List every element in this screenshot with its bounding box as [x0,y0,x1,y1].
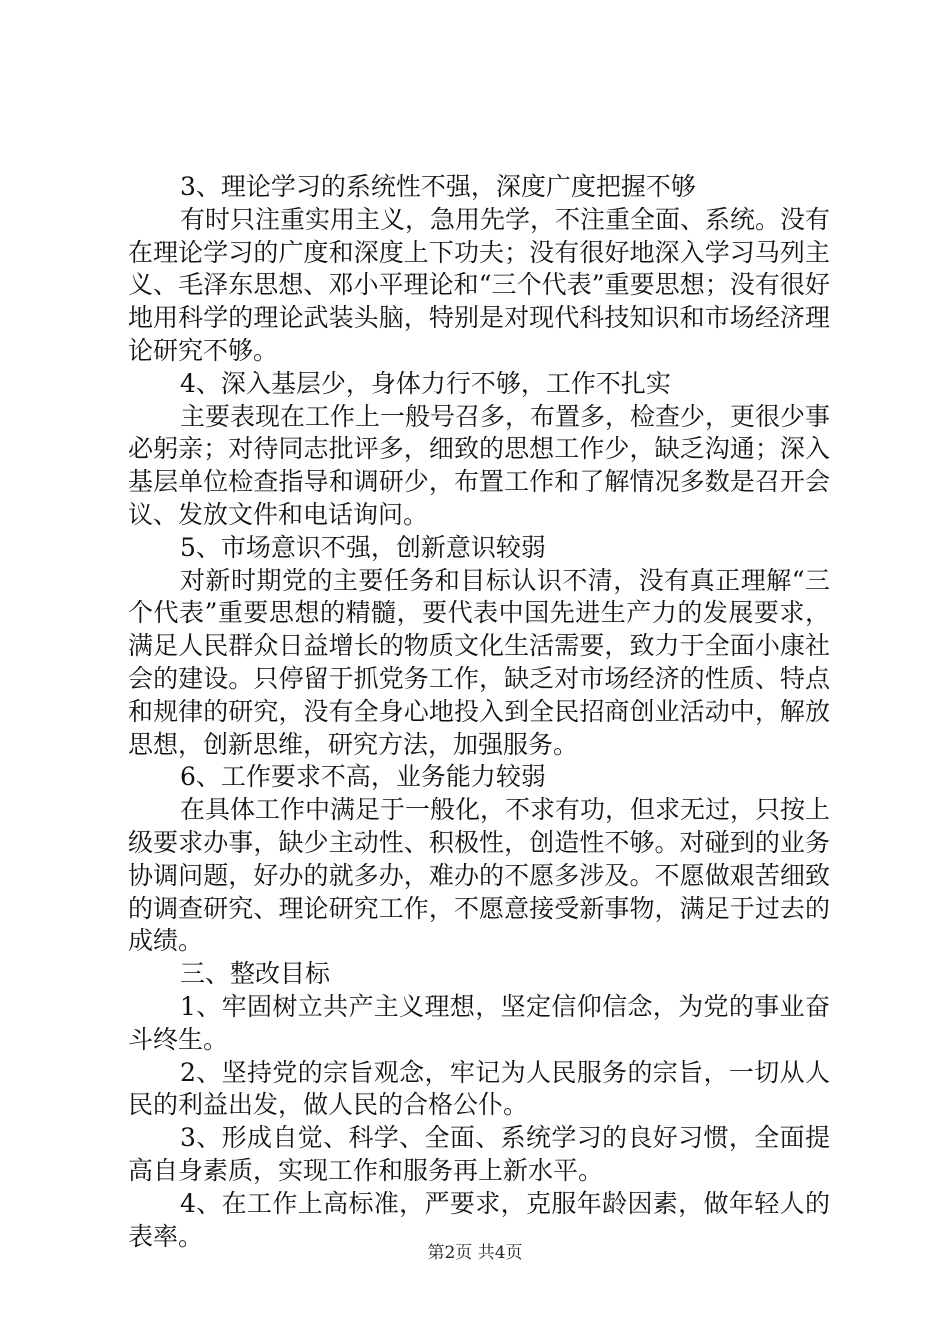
page-number-footer: 第2页 共4页 [427,1243,523,1263]
paragraph-6: 在具体工作中满足于一般化，不求有功，但求无过，只按上级要求办事，缺少主动性、积极性，创造性不够。对碰到的业务协调问题，好办的就多办，难办的不愿多涉及。不愿做艰苦细致的调查研究、理论研究工作，不愿意接受新事物，满足于过去的成绩。 [128,795,831,956]
section-heading-3: 3、理论学习的系统性不强，深度广度把握不够 [180,172,696,201]
section-heading-rectification-goals: 三、整改目标 [180,959,331,989]
paragraph-4: 主要表现在工作上一般号召多，布置多，检查少，更很少事必躬亲；对待同志批评多，细致的思想工作少，缺乏沟通；深入基层单位检查指导和调研少，布置工作和了解情况多数是召开会议、发放文件和电话询问。 [128,401,831,529]
goal-item-4: 4、在工作上高标准，严要求，克服年龄因素，做年轻人的表率。 [128,1188,830,1251]
goal-item-2: 2、坚持党的宗旨观念，牢记为人民服务的宗旨，一切从人民的利益出发，做人民的合格公仆。 [128,1057,830,1120]
document-body [128,171,830,1253]
paragraph-3: 有时只注重实用主义，急用先学，不注重全面、系统。没有在理论学习的广度和深度上下功夫；没有很好地深入学习马列主义、毛泽东思想、邓小平理论和“三个代表”重要思想；没有很好地用科学的理论武装头脑，特别是对现代科技知识和市场经济理论研究不够。 [128,204,831,365]
goal-item-3: 3、形成自觉、科学、全面、系统学习的良好习惯，全面提高自身素质，实现工作和服务再上新水平。 [128,1123,830,1185]
paragraph-5: 对新时期党的主要任务和目标认识不清，没有真正理解“三个代表”重要思想的精髓，要代表中国先进生产力的发展要求，满足人民群众日益增长的物质文化生活需要，致力于全面小康社会的建设。只停留于抓党务工作，缺乏对市场经济的性质、特点和规律的研究，没有全身心地投入到全民招商创业活动中，解放思想，创新思维，研究方法，加强服务。 [128,565,830,759]
section-heading-6: 6、工作要求不高，业务能力较弱 [180,762,546,792]
section-heading-5: 5、市场意识不强，创新意识较弱 [180,532,546,562]
goal-item-1: 1、牢固树立共产主义理想，坚定信仰信念，为党的事业奋斗终生。 [128,991,830,1054]
section-heading-4: 4、深入基层少，身体力行不够，工作不扎实 [180,368,671,398]
